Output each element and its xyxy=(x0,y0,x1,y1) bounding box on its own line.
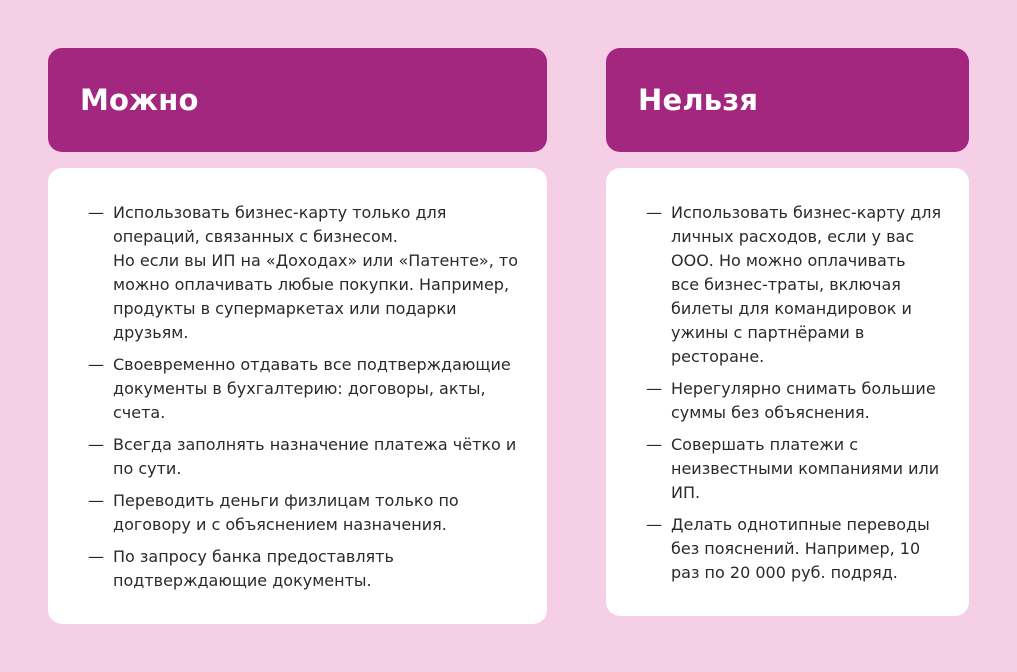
list-item xyxy=(88,353,527,425)
list-item xyxy=(88,433,527,481)
list-item xyxy=(88,201,527,345)
dash-bullet: — xyxy=(646,203,662,222)
cannot-card xyxy=(606,168,969,616)
list-item-text: По запросу банка предоставлять подтверждающие документы. xyxy=(113,547,394,590)
list-item xyxy=(646,513,959,585)
list-item xyxy=(646,433,959,505)
list-item-text: Всегда заполнять назначение платежа чётко и по сути. xyxy=(113,435,517,478)
list-item xyxy=(88,545,527,593)
list-item-text: Нерегулярно снимать большие суммы без объяснения. xyxy=(671,379,936,422)
list-item xyxy=(646,201,959,369)
list-item-text: Совершать платежи с неизвестными компаниями или ИП. xyxy=(671,435,940,502)
list-item-text: Своевременно отдавать все подтверждающие документы в бухгалтерию: договоры, акты, счета. xyxy=(113,355,511,422)
list-item-text: Переводить деньги физлицам только по договору и с объяснением назначения. xyxy=(113,491,459,534)
dash-bullet: — xyxy=(88,547,104,566)
list-item xyxy=(646,377,959,425)
dash-bullet: — xyxy=(88,435,104,454)
can-title: Можно xyxy=(80,83,199,117)
list-item xyxy=(88,489,527,537)
list-item-text: Использовать бизнес-карту только для операций, связанных с бизнесом. Но если вы ИП на «Доходах» или «Патенте», то можно оплачивать любые покупки. Например, продукты в супермаркетах или подарки друзьям. xyxy=(113,203,518,342)
can-header xyxy=(48,48,547,152)
dash-bullet: — xyxy=(646,435,662,454)
cannot-list xyxy=(646,201,959,585)
can-card xyxy=(48,168,547,624)
dash-bullet: — xyxy=(646,515,662,534)
cannot-title: Нельзя xyxy=(638,83,759,117)
list-item-text: Использовать бизнес-карту для личных расходов, если у вас ООО. Но можно оплачивать все бизнес-траты, включая билеты для командировок и ужины с партнёрами в ресторане. xyxy=(671,203,942,366)
can-list xyxy=(88,201,527,593)
list-item-text: Делать однотипные переводы без пояснений. Например, 10 раз по 20 000 руб. подряд. xyxy=(671,515,930,582)
dash-bullet: — xyxy=(646,379,662,398)
dash-bullet: — xyxy=(88,491,104,510)
cannot-header xyxy=(606,48,969,152)
dash-bullet: — xyxy=(88,203,104,222)
dash-bullet: — xyxy=(88,355,104,374)
